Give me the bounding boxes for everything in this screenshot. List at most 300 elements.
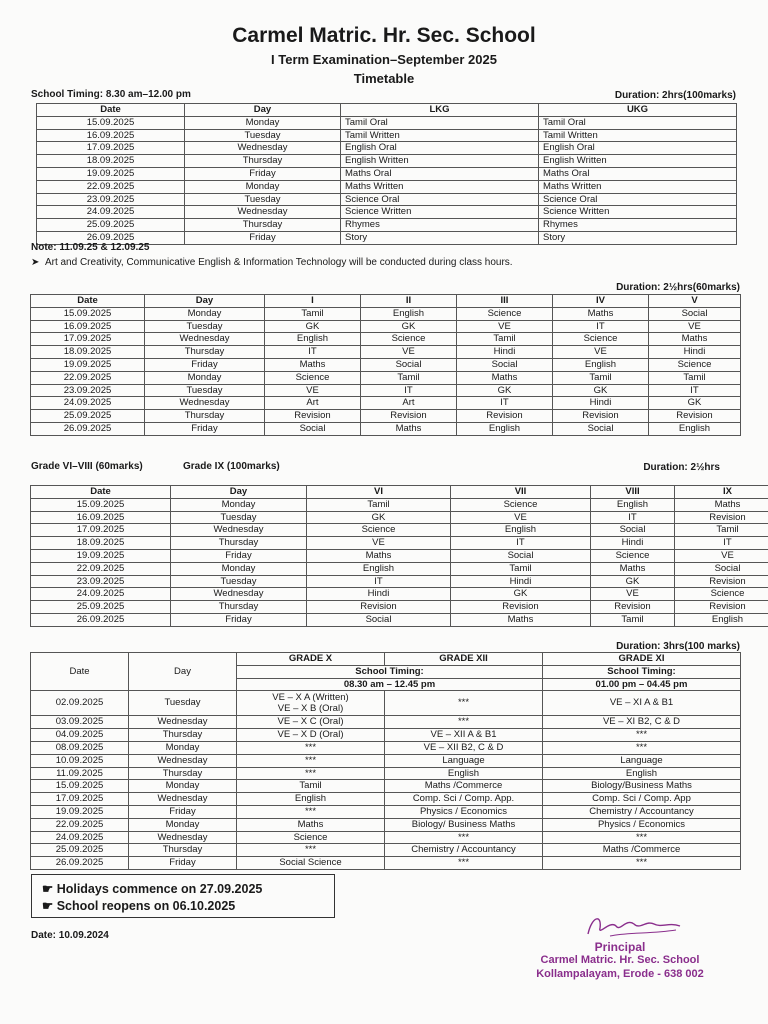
table-cell: VE	[361, 346, 457, 359]
table-row	[31, 346, 741, 359]
table-cell: Language	[385, 754, 543, 767]
table-cell: Tamil	[675, 524, 768, 537]
column-header: II	[361, 295, 457, 308]
table-cell: 16.09.2025	[37, 129, 185, 142]
holiday-line-1-text: Holidays commence on 27.09.2025	[56, 882, 263, 896]
table-cell: 19.09.2025	[31, 549, 171, 562]
table-cell: Art	[265, 397, 361, 410]
table-row	[31, 857, 741, 870]
column-header: Date	[37, 104, 185, 117]
table-cell: Thursday	[145, 410, 265, 423]
table-cell: Thursday	[129, 767, 237, 780]
table-cell: Maths Oral	[539, 167, 737, 180]
table-cell: VE	[553, 346, 649, 359]
table-row	[31, 805, 741, 818]
table-cell: Social	[451, 549, 591, 562]
table-cell: Revision	[591, 601, 675, 614]
table-cell: 08.09.2025	[31, 741, 129, 754]
table-cell: Science	[451, 498, 591, 511]
table-cell: English Written	[341, 155, 539, 168]
table-cell: ***	[543, 741, 741, 754]
table-cell: VE	[675, 549, 768, 562]
table-row	[31, 601, 768, 614]
table-cell: Science Written	[539, 206, 737, 219]
table-cell: Biology/Business Maths	[543, 780, 741, 793]
kg-note: Note: 11.09.25 & 12.09.25	[31, 242, 150, 253]
table-cell: GK	[591, 575, 675, 588]
table-cell: Hindi	[649, 346, 741, 359]
table-cell: Science Written	[341, 206, 539, 219]
grade-xi-cell: VE – XI A & B1	[543, 691, 741, 716]
table-cell: Physics / Economics	[543, 818, 741, 831]
table-row	[31, 691, 741, 716]
table-cell: Chemistry / Accountancy	[543, 805, 741, 818]
table-cell: Wednesday	[171, 588, 307, 601]
table-cell: Monday	[145, 371, 265, 384]
table-row	[31, 613, 768, 626]
table-row	[31, 831, 741, 844]
column-header: V	[649, 295, 741, 308]
table-cell: ***	[385, 857, 543, 870]
primary-duration: Duration: 2½hrs(60marks)	[616, 282, 740, 293]
table-cell: 23.09.2025	[37, 193, 185, 206]
table-cell: Tamil	[451, 562, 591, 575]
table-cell: IT	[457, 397, 553, 410]
table-cell: Thursday	[185, 155, 341, 168]
table-row	[31, 537, 768, 550]
table-cell: IT	[649, 384, 741, 397]
school-seal-name: Carmel Matric. Hr. Sec. School	[540, 954, 700, 966]
table-cell: Physics / Economics	[385, 805, 543, 818]
table-cell: VE	[457, 320, 553, 333]
table-cell: 22.09.2025	[31, 818, 129, 831]
document-date: Date: 10.09.2024	[31, 930, 109, 941]
table-cell: Maths	[553, 307, 649, 320]
table-cell: 15.09.2025	[31, 498, 171, 511]
table-cell: English	[553, 358, 649, 371]
table-row	[37, 206, 737, 219]
table-cell: VE	[649, 320, 741, 333]
table-row	[31, 384, 741, 397]
table-row	[31, 358, 741, 371]
table-cell: Comp. Sci / Comp. App	[543, 793, 741, 806]
column-header: Day	[145, 295, 265, 308]
table-cell: ***	[237, 805, 385, 818]
table-cell: ***	[237, 844, 385, 857]
table-cell: Tamil	[361, 371, 457, 384]
table-cell: Social	[591, 524, 675, 537]
table-cell: Thursday	[185, 219, 341, 232]
table-cell: IT	[265, 346, 361, 359]
table-cell: VE	[591, 588, 675, 601]
table-cell: VE – X C (Oral)	[237, 716, 385, 729]
table-cell: Wednesday	[129, 831, 237, 844]
table-cell: 11.09.2025	[31, 767, 129, 780]
table-cell: Science	[457, 307, 553, 320]
table-cell: 15.09.2025	[31, 780, 129, 793]
table-cell: Monday	[171, 498, 307, 511]
table-cell: 18.09.2025	[37, 155, 185, 168]
table-cell: English	[265, 333, 361, 346]
table-cell: Revision	[451, 601, 591, 614]
table-row	[31, 844, 741, 857]
table-cell: Revision	[675, 601, 768, 614]
table-cell: 24.09.2025	[31, 588, 171, 601]
table-cell: 25.09.2025	[37, 219, 185, 232]
table-cell: Rhymes	[539, 219, 737, 232]
table-cell: Tamil Written	[341, 129, 539, 142]
table-cell: Tamil	[553, 371, 649, 384]
column-header: III	[457, 295, 553, 308]
table-cell: English	[543, 767, 741, 780]
table-cell: Science	[237, 831, 385, 844]
table-cell: Revision	[265, 410, 361, 423]
table-cell: 22.09.2025	[31, 371, 145, 384]
table-cell: Science	[591, 549, 675, 562]
table-cell: Maths Written	[539, 180, 737, 193]
table-cell: Friday	[185, 167, 341, 180]
table-cell: 26.09.2025	[37, 231, 185, 244]
table-row	[31, 575, 768, 588]
table-cell: Friday	[129, 857, 237, 870]
grade-xii-cell: ***	[385, 691, 543, 716]
table-cell: Revision	[553, 410, 649, 423]
table-cell: GK	[649, 397, 741, 410]
table-row	[31, 422, 741, 435]
arrow-bullet-icon: ➤	[31, 257, 45, 268]
table-row	[31, 307, 741, 320]
table-cell: ***	[543, 729, 741, 742]
column-header: IX	[675, 486, 768, 499]
table-cell: 25.09.2025	[31, 410, 145, 423]
table-cell: Biology/ Business Maths	[385, 818, 543, 831]
table-cell: ***	[385, 831, 543, 844]
table-cell: Chemistry / Accountancy	[385, 844, 543, 857]
table-cell: Science Oral	[539, 193, 737, 206]
table-row	[31, 793, 741, 806]
table-cell: IT	[451, 537, 591, 550]
senior-duration: Duration: 3hrs(100 marks)	[616, 641, 740, 652]
column-header: Day	[171, 486, 307, 499]
table-row	[37, 155, 737, 168]
table-row	[31, 818, 741, 831]
table-cell: 17.09.2025	[31, 333, 145, 346]
table-row	[37, 219, 737, 232]
column-header: LKG	[341, 104, 539, 117]
table-cell: English	[307, 562, 451, 575]
table-cell: Tuesday	[145, 320, 265, 333]
table-cell: Maths	[451, 613, 591, 626]
table-cell: Social	[265, 422, 361, 435]
column-header: UKG	[539, 104, 737, 117]
table-cell: Tamil	[649, 371, 741, 384]
table-row	[31, 780, 741, 793]
middle-timetable	[30, 485, 768, 627]
table-cell: Monday	[129, 780, 237, 793]
table-row	[31, 767, 741, 780]
table-cell: Tamil Oral	[539, 116, 737, 129]
table-row	[37, 129, 737, 142]
table-cell: Social	[457, 358, 553, 371]
table-row	[31, 524, 768, 537]
table-cell: 04.09.2025	[31, 729, 129, 742]
table-cell: Monday	[171, 562, 307, 575]
table-cell: Thursday	[171, 537, 307, 550]
table-cell: Maths	[307, 549, 451, 562]
table-cell: Monday	[185, 180, 341, 193]
table-cell: VE	[307, 537, 451, 550]
table-row	[37, 180, 737, 193]
table-cell: GK	[451, 588, 591, 601]
table-cell: Friday	[145, 358, 265, 371]
column-header: VIII	[591, 486, 675, 499]
holiday-notice-box	[31, 874, 335, 918]
table-cell: Wednesday	[185, 206, 341, 219]
table-cell: Friday	[145, 422, 265, 435]
table-row	[31, 397, 741, 410]
table-cell: English	[649, 422, 741, 435]
table-cell: Tamil	[237, 780, 385, 793]
table-cell: Wednesday	[185, 142, 341, 155]
table-cell: VE – XI B2, C & D	[543, 716, 741, 729]
senior-header-grade-xii: GRADE XII	[385, 653, 543, 666]
table-cell: 17.09.2025	[37, 142, 185, 155]
table-cell: Thursday	[145, 346, 265, 359]
table-cell: Tuesday	[171, 511, 307, 524]
table-cell: Maths	[237, 818, 385, 831]
table-cell: Science Oral	[341, 193, 539, 206]
table-cell: Comp. Sci / Comp. App.	[385, 793, 543, 806]
senior-header-grade-x: GRADE X	[237, 653, 385, 666]
table-cell: Tuesday	[145, 384, 265, 397]
table-cell: Science	[675, 588, 768, 601]
table-cell: ***	[543, 831, 741, 844]
school-seal-address: Kollampalayam, Erode - 638 002	[536, 968, 704, 980]
table-cell: Revision	[307, 601, 451, 614]
table-row	[37, 142, 737, 155]
table-cell: 26.09.2025	[31, 613, 171, 626]
table-cell: 22.09.2025	[31, 562, 171, 575]
table-cell: 23.09.2025	[31, 575, 171, 588]
table-cell: Wednesday	[129, 793, 237, 806]
column-header: I	[265, 295, 361, 308]
table-cell: 19.09.2025	[31, 358, 145, 371]
table-cell: Wednesday	[171, 524, 307, 537]
table-cell: Language	[543, 754, 741, 767]
table-cell: Hindi	[307, 588, 451, 601]
table-row	[31, 741, 741, 754]
table-cell: Maths	[265, 358, 361, 371]
kg-note-2-text: Art and Creativity, Communicative English & Information Technology will be conducted during class hours.	[44, 257, 513, 268]
table-cell: ***	[237, 754, 385, 767]
table-cell: Maths	[591, 562, 675, 575]
holiday-line-2-text: School reopens on 06.10.2025	[56, 899, 236, 913]
table-cell: Thursday	[129, 729, 237, 742]
table-cell: Maths	[457, 371, 553, 384]
table-cell: 15.09.2025	[31, 307, 145, 320]
table-cell: Thursday	[129, 844, 237, 857]
exam-title: I Term Examination–September 2025	[271, 52, 497, 67]
table-cell: ***	[543, 857, 741, 870]
table-cell: Wednesday	[129, 754, 237, 767]
table-row	[31, 729, 741, 742]
table-cell: VE	[451, 511, 591, 524]
senior-timing-afternoon-hours: 01.00 pm – 04.45 pm	[543, 678, 741, 691]
table-cell: Maths	[361, 422, 457, 435]
table-cell: Maths Written	[341, 180, 539, 193]
senior-header-day: Day	[129, 653, 237, 691]
senior-timing-afternoon: School Timing:	[543, 665, 741, 678]
table-cell: Friday	[129, 805, 237, 818]
column-header: VII	[451, 486, 591, 499]
middle-duration: Duration: 2½hrs	[643, 462, 720, 473]
table-cell: English	[237, 793, 385, 806]
table-cell: Social	[553, 422, 649, 435]
table-cell: Science	[361, 333, 457, 346]
school-name: Carmel Matric. Hr. Sec. School	[232, 24, 536, 47]
senior-header-grade-xi: GRADE XI	[543, 653, 741, 666]
table-cell: Wednesday	[129, 716, 237, 729]
table-cell: IT	[675, 537, 768, 550]
table-cell: GK	[361, 320, 457, 333]
table-cell: IT	[553, 320, 649, 333]
principal-title: Principal	[594, 940, 646, 954]
table-cell: ***	[237, 767, 385, 780]
table-cell: 16.09.2025	[31, 511, 171, 524]
holiday-line-2	[42, 898, 235, 913]
column-header: IV	[553, 295, 649, 308]
senior-timing-morning: School Timing:	[237, 665, 543, 678]
table-cell: ***	[237, 741, 385, 754]
table-cell: VE – XII B2, C & D	[385, 741, 543, 754]
table-row	[31, 333, 741, 346]
table-cell: 23.09.2025	[31, 384, 145, 397]
table-row	[31, 320, 741, 333]
table-cell: IT	[361, 384, 457, 397]
table-row	[37, 193, 737, 206]
table-cell: Science	[649, 358, 741, 371]
senior-header-date: Date	[31, 653, 129, 691]
grade-x-cell-line-1: VE – X A (Written)	[272, 692, 349, 704]
table-cell: Revision	[457, 410, 553, 423]
table-cell: GK	[457, 384, 553, 397]
table-cell: Revision	[675, 575, 768, 588]
grade-x-cell-line-2: VE – X B (Oral)	[277, 703, 344, 715]
table-cell: VE	[265, 384, 361, 397]
table-cell: Revision	[675, 511, 768, 524]
table-cell: VE – XII A & B1	[385, 729, 543, 742]
table-cell: Wednesday	[145, 333, 265, 346]
table-cell: English	[451, 524, 591, 537]
table-cell: Social	[361, 358, 457, 371]
table-cell: VE – X D (Oral)	[237, 729, 385, 742]
table-cell: Science	[553, 333, 649, 346]
table-cell: Social	[675, 562, 768, 575]
table-cell: Tamil	[591, 613, 675, 626]
senior-timetable	[30, 652, 741, 870]
grade-x-cell	[237, 691, 385, 716]
table-cell: Wednesday	[145, 397, 265, 410]
table-cell: Social	[307, 613, 451, 626]
table-cell: 18.09.2025	[31, 346, 145, 359]
table-cell: Monday	[129, 741, 237, 754]
table-cell: 22.09.2025	[37, 180, 185, 193]
table-cell: Maths	[649, 333, 741, 346]
table-cell: English Oral	[341, 142, 539, 155]
table-cell: GK	[307, 511, 451, 524]
table-cell: 16.09.2025	[31, 320, 145, 333]
table-cell: Art	[361, 397, 457, 410]
column-header: Date	[31, 295, 145, 308]
table-row	[31, 716, 741, 729]
table-cell: Rhymes	[341, 219, 539, 232]
table-cell: Tamil Oral	[341, 116, 539, 129]
table-cell: 25.09.2025	[31, 844, 129, 857]
grade-ix-label: Grade IX (100marks)	[183, 461, 280, 472]
table-cell: Revision	[361, 410, 457, 423]
table-cell: Tamil	[265, 307, 361, 320]
table-cell: Maths	[675, 498, 768, 511]
table-cell: 15.09.2025	[37, 116, 185, 129]
table-cell: Science	[307, 524, 451, 537]
table-cell: Monday	[129, 818, 237, 831]
table-cell: Tuesday	[185, 193, 341, 206]
table-cell: Social Science	[237, 857, 385, 870]
table-cell: Story	[539, 231, 737, 244]
table-cell: Social	[649, 307, 741, 320]
table-cell: GK	[553, 384, 649, 397]
table-cell: English	[457, 422, 553, 435]
kg-timetable	[36, 103, 737, 245]
table-cell: Monday	[145, 307, 265, 320]
table-cell: 25.09.2025	[31, 601, 171, 614]
table-cell: Friday	[185, 231, 341, 244]
table-cell: English	[591, 498, 675, 511]
table-row	[31, 562, 768, 575]
table-cell: Tuesday	[185, 129, 341, 142]
timetable-subtitle: Timetable	[353, 71, 415, 86]
table-cell: 24.09.2025	[37, 206, 185, 219]
holiday-line-1	[42, 881, 262, 896]
table-cell: 19.09.2025	[31, 805, 129, 818]
table-cell: 26.09.2025	[31, 857, 129, 870]
table-cell: English	[385, 767, 543, 780]
table-cell: Hindi	[451, 575, 591, 588]
table-cell: Friday	[171, 549, 307, 562]
table-row	[31, 549, 768, 562]
table-cell: Maths Oral	[341, 167, 539, 180]
table-cell: 10.09.2025	[31, 754, 129, 767]
table-cell: ***	[385, 716, 543, 729]
table-cell: IT	[591, 511, 675, 524]
table-row	[37, 116, 737, 129]
table-cell: 24.09.2025	[31, 831, 129, 844]
table-cell: Tamil Written	[539, 129, 737, 142]
table-cell: 24.09.2025	[31, 397, 145, 410]
table-cell: Tuesday	[171, 575, 307, 588]
table-cell: 17.09.2025	[31, 524, 171, 537]
kg-duration: Duration: 2hrs(100marks)	[614, 90, 736, 101]
pointing-hand-icon: ☛	[42, 882, 57, 896]
kg-note-2	[31, 257, 513, 268]
table-cell: Friday	[171, 613, 307, 626]
table-cell: English Written	[539, 155, 737, 168]
table-cell: Science	[265, 371, 361, 384]
table-cell: Thursday	[171, 601, 307, 614]
table-cell: English	[361, 307, 457, 320]
table-cell: Maths /Commerce	[385, 780, 543, 793]
table-cell: 03.09.2025	[31, 716, 129, 729]
